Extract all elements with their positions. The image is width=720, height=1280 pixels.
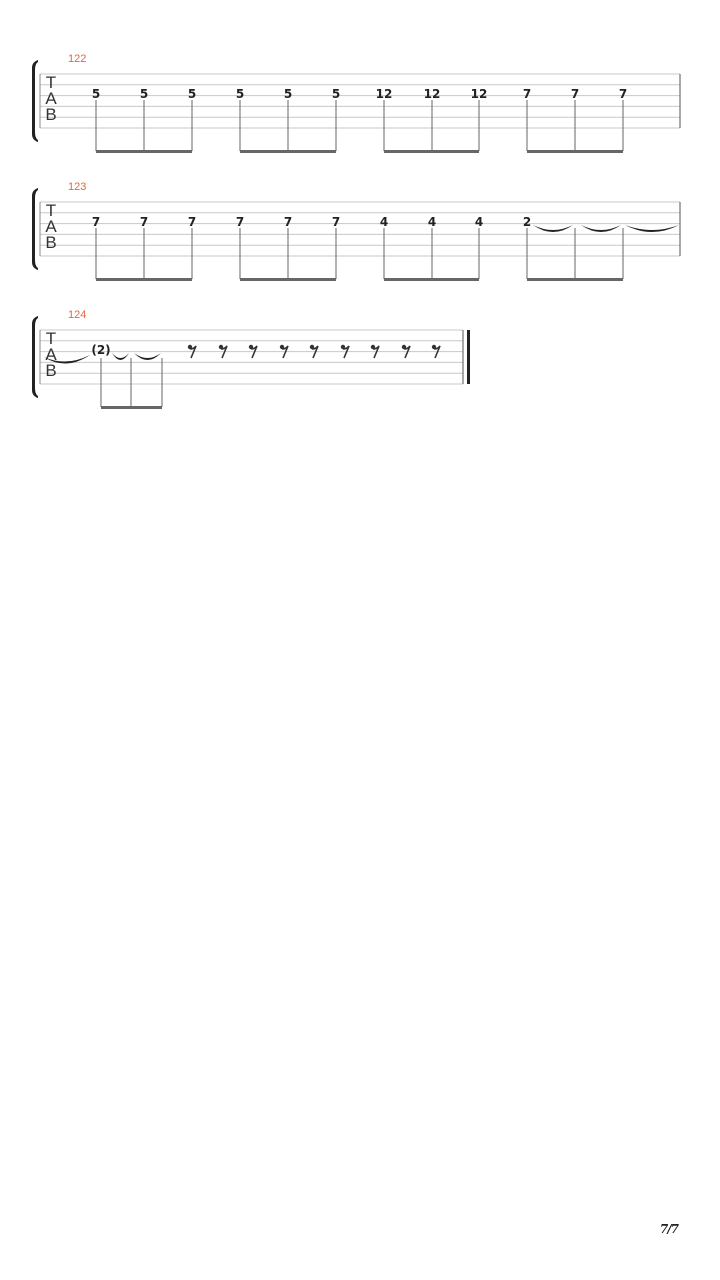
system-bracket (32, 316, 38, 398)
fret-number: 7 (522, 87, 532, 101)
beam (384, 150, 479, 153)
fret-number: 7 (91, 215, 101, 229)
page-number: 7/7 (659, 1222, 678, 1236)
fret-number: 2 (522, 215, 532, 229)
fret-number: 4 (474, 215, 484, 229)
fret-number: 7 (618, 87, 628, 101)
tab-label-b: B (45, 361, 57, 380)
tab-label-t: T (45, 201, 57, 220)
beam (384, 278, 479, 281)
fret-number: 5 (331, 87, 341, 101)
measure-number: 124 (68, 309, 87, 321)
fret-number: 7 (235, 215, 245, 229)
tab-label-t: T (45, 329, 57, 348)
tie (625, 225, 679, 232)
beam (96, 150, 192, 153)
beam (527, 278, 623, 281)
fret-number: 5 (235, 87, 245, 101)
fret-number: 4 (427, 215, 437, 229)
tie (112, 353, 129, 360)
fret-number: 5 (139, 87, 149, 101)
tie (134, 353, 161, 360)
fret-number: 12 (375, 87, 393, 101)
tab-label-a: A (45, 89, 57, 108)
fret-number: 7 (570, 87, 580, 101)
tie (581, 225, 621, 232)
tab-system-122 (32, 53, 680, 153)
beam (101, 406, 162, 409)
fret-number: 7 (331, 215, 341, 229)
tab-label-t: T (45, 73, 57, 92)
tab-system-124 (32, 309, 470, 409)
tab-label-b: B (45, 233, 57, 252)
beam (240, 278, 336, 281)
fret-number: (2) (91, 343, 111, 357)
fret-number: 7 (187, 215, 197, 229)
fret-number: 12 (470, 87, 488, 101)
tie (533, 225, 573, 232)
fret-number: 4 (379, 215, 389, 229)
barline-final-thick (467, 330, 470, 384)
fret-number: 5 (91, 87, 101, 101)
fret-number: 7 (139, 215, 149, 229)
beam (527, 150, 623, 153)
tab-label-a: A (45, 217, 57, 236)
fret-number: 7 (283, 215, 293, 229)
tab-label-b: B (45, 105, 57, 124)
beam (96, 278, 192, 281)
beam (240, 150, 336, 153)
system-bracket (32, 188, 38, 270)
measure-number: 123 (68, 181, 87, 193)
fret-number: 5 (283, 87, 293, 101)
tab-label-a: A (45, 345, 57, 364)
measure-number: 122 (68, 53, 87, 65)
system-bracket (32, 60, 38, 142)
tab-system-123 (32, 181, 680, 281)
fret-number: 12 (423, 87, 441, 101)
fret-number: 5 (187, 87, 197, 101)
